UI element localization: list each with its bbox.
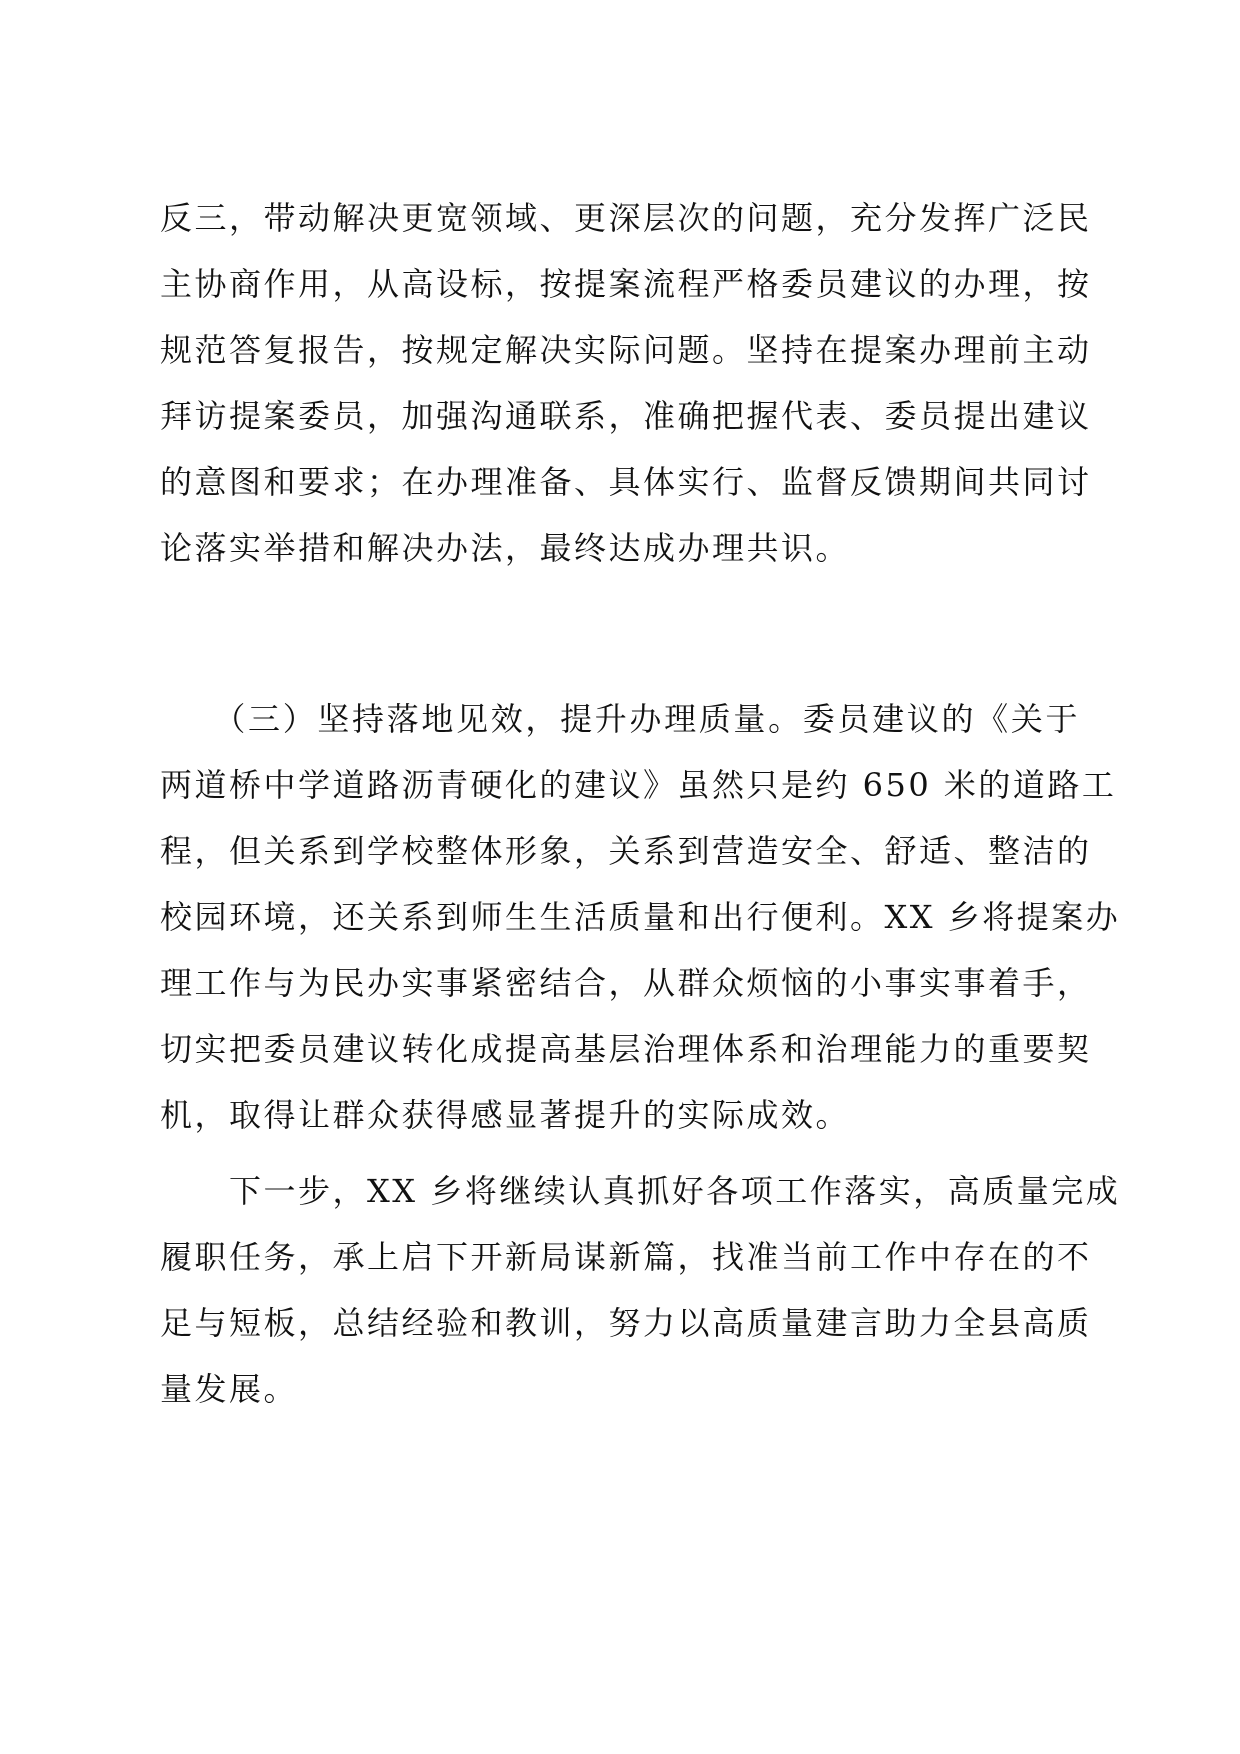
paragraph-next-steps: [160, 1158, 1121, 1422]
paragraph-line: 论落实举措和解决办法，最终达成办理共识。: [160, 529, 851, 567]
paragraph-line: 量发展。: [160, 1370, 299, 1408]
paragraph-line: 校园环境，还关系到师生生活质量和出行便利。XX 乡将提案办: [160, 898, 1121, 936]
paragraph-line: 足与短板，总结经验和教训，努力以高质量建言助力全县高质: [160, 1304, 1092, 1342]
paragraph-line: 切实把委员建议转化成提高基层治理体系和治理能力的重要契: [160, 1030, 1092, 1068]
paragraph-line: 主协商作用，从高设标，按提案流程严格委员建议的办理，按: [160, 265, 1092, 303]
paragraph-line: 两道桥中学道路沥青硬化的建议》虽然只是约 650 米的道路工: [160, 766, 1117, 804]
paragraph-line: 机，取得让群众获得感显著提升的实际成效。: [160, 1096, 851, 1134]
paragraph-section-three: [160, 686, 1121, 1148]
paragraph-line: 履职任务，承上启下开新局谋新篇，找准当前工作中存在的不: [160, 1238, 1092, 1276]
paragraph-line: 反三，带动解决更宽领域、更深层次的问题，充分发挥广泛民: [160, 199, 1092, 237]
paragraph-line: 程，但关系到学校整体形象，关系到营造安全、舒适、整洁的: [160, 832, 1092, 870]
paragraph-line: 理工作与为民办实事紧密结合，从群众烦恼的小事实事着手，: [160, 964, 1092, 1002]
paragraph-continuation: [160, 185, 1092, 581]
paragraph-line: 下一步，XX 乡将继续认真抓好各项工作落实，高质量完成: [160, 1172, 1121, 1210]
paragraph-line: 的意图和要求；在办理准备、具体实行、监督反馈期间共同讨: [160, 463, 1092, 501]
paragraph-line: 拜访提案委员，加强沟通联系，准确把握代表、委员提出建议: [160, 397, 1092, 435]
paragraph-line: 规范答复报告，按规定解决实际问题。坚持在提案办理前主动: [160, 331, 1092, 369]
paragraph-line: （三）坚持落地见效，提升办理质量。委员建议的《关于: [160, 700, 1080, 738]
